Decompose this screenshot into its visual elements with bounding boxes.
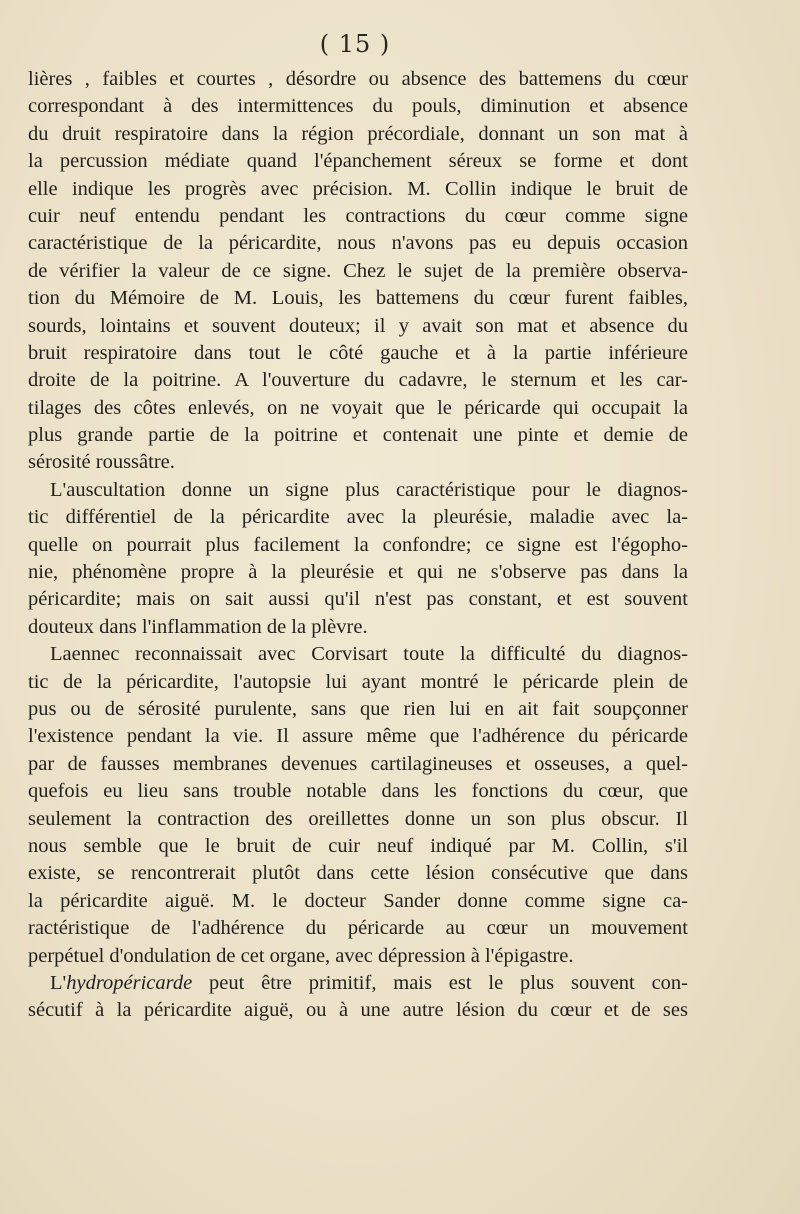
text-line: existe, se rencontrerait plutôt dans cette lésion consécutive que dans xyxy=(28,862,688,885)
text-line: la percussion médiate quand l'épanchement séreux se forme et dont xyxy=(28,150,688,173)
body-text xyxy=(28,66,688,1025)
text-line: correspondant à des intermittences du pouls, diminution et absence xyxy=(28,95,688,118)
text-line: sourds, lointains et souvent douteux; il y avait son mat et absence du xyxy=(28,314,688,337)
text-line: la péricardite aiguë. M. le docteur Sander donne comme signe ca- xyxy=(28,889,688,912)
text-line: du druit respiratoire dans la région précordiale, donnant un son mat à xyxy=(28,122,688,145)
text-line: nous semble que le bruit de cuir neuf indiqué par M. Collin, s'il xyxy=(28,834,688,857)
text-line: perpétuel d'ondulation de cet organe, avec dépression à l'épigastre. xyxy=(28,944,574,967)
text-line: quelle on pourrait plus facilement la confondre; ce signe est l'égopho- xyxy=(28,533,688,556)
text-line: Laennec reconnaissait avec Corvisart toute la difficulté du diagnos- xyxy=(50,643,688,666)
text-line: nie, phénomène propre à la pleurésie et qui ne s'observe pas dans la xyxy=(28,561,688,584)
paragraph-2 xyxy=(28,477,688,641)
text-line: plus grande partie de la poitrine et contenait une pinte et demie de xyxy=(28,424,688,447)
text-line: péricardite; mais on sait aussi qu'il n'est pas constant, et est souvent xyxy=(28,588,688,611)
text-line: de vérifier la valeur de ce signe. Chez le sujet de la première observa- xyxy=(28,259,688,282)
paragraph-3 xyxy=(28,641,688,970)
text-line: elle indique les progrès avec précision. M. Collin indique le bruit de xyxy=(28,177,688,200)
text-line: l'existence pendant la vie. Il assure même que l'adhérence du péricarde xyxy=(28,725,688,748)
text-line: cuir neuf entendu pendant les contractions du cœur comme signe xyxy=(28,204,688,227)
text-line: douteux dans l'inflammation de la plèvre. xyxy=(28,615,368,638)
text-line: tic de la péricardite, l'autopsie lui ayant montré le péricarde plein de xyxy=(28,670,688,693)
paragraph-4 xyxy=(28,970,688,1025)
text-line: ractéristique de l'adhérence du péricarde au cœur un mouvement xyxy=(28,917,688,940)
text-line: quefois eu lieu sans trouble notable dans les fonctions du cœur, que xyxy=(28,780,688,803)
text-line: tion du Mémoire de M. Louis, les battemens du cœur furent faibles, xyxy=(28,287,688,310)
text-line: par de fausses membranes devenues cartilagineuses et osseuses, a quel- xyxy=(28,752,688,775)
page-number: ( 15 ) xyxy=(319,30,391,58)
text-line: tic différentiel de la péricardite avec la pleurésie, maladie avec la- xyxy=(28,506,688,529)
paragraph-1 xyxy=(28,66,688,477)
text-line: caractéristique de la péricardite, nous n'avons pas eu depuis occasion xyxy=(28,232,688,255)
text-line: seulement la contraction des oreillettes donne un son plus obscur. Il xyxy=(28,807,688,830)
lead-article: L' xyxy=(50,971,67,994)
text-line: sécutif à la péricardite aiguë, ou à une autre lésion du cœur et de ses xyxy=(28,999,688,1022)
text-line xyxy=(28,970,688,997)
text-line: tilages des côtes enlevés, on ne voyait que le péricarde qui occupait la xyxy=(28,396,688,419)
text-line: sérosité roussâtre. xyxy=(28,451,175,474)
text-line: lières , faibles et courtes , désordre ou absence des battemens du cœur xyxy=(28,68,688,90)
text-line: droite de la poitrine. A l'ouverture du cadavre, le sternum et les car- xyxy=(28,369,688,392)
text-line: pus ou de sérosité purulente, sans que rien lui en ait fait soupçonner xyxy=(28,697,688,720)
text-line: L'auscultation donne un signe plus caractéristique pour le diagnos- xyxy=(50,478,688,501)
italic-term: hydropéricarde xyxy=(66,971,193,994)
text-line: bruit respiratoire dans tout le côté gauche et à la partie inférieure xyxy=(28,341,688,364)
lead-rest: peut être primitif, mais est le plus souvent con- xyxy=(192,971,688,994)
